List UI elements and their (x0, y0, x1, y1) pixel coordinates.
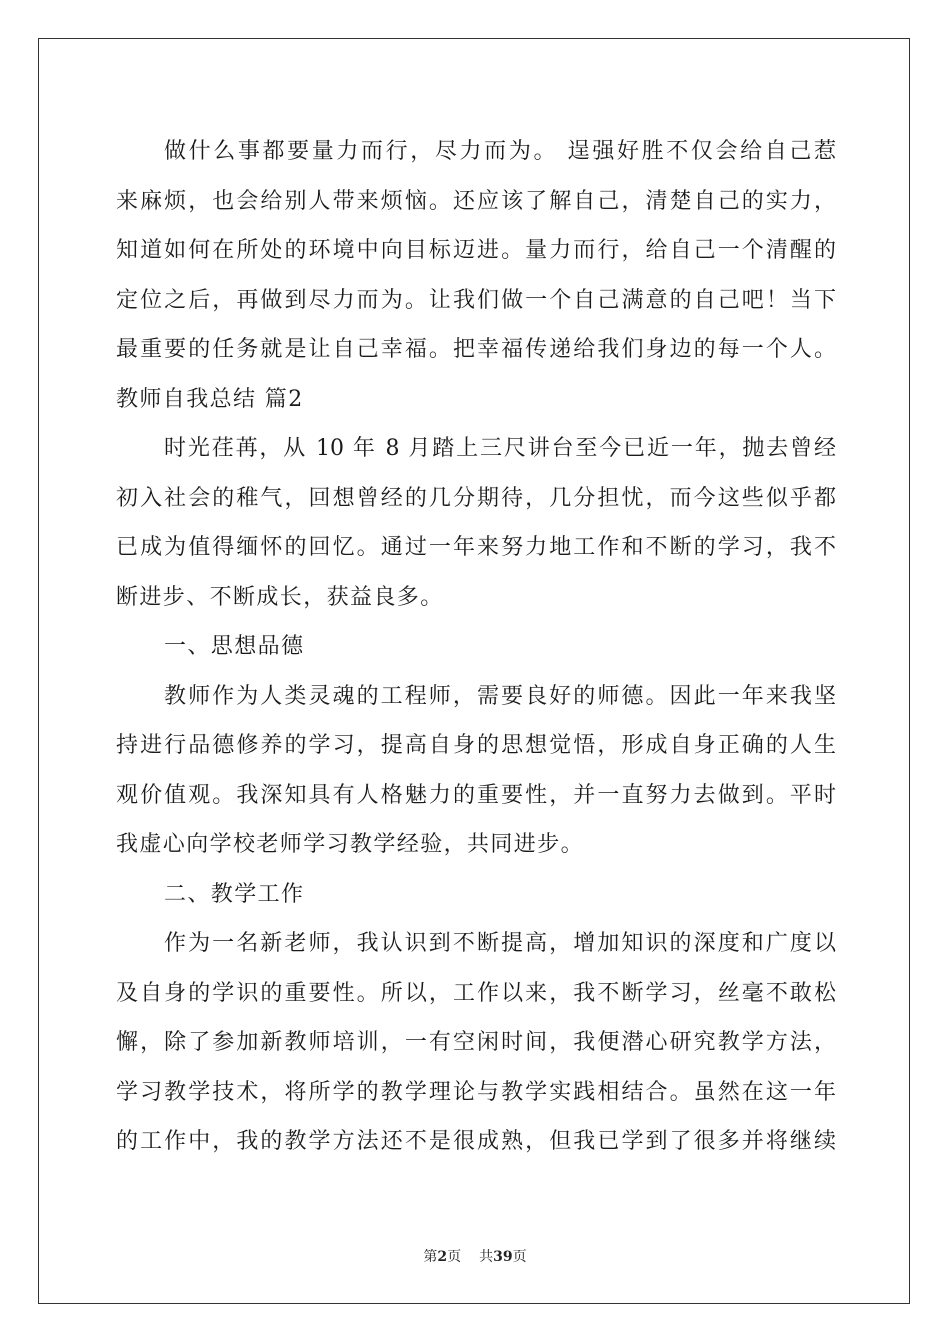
paragraph-line: 学习教学技术，将所学的教学理论与教学实践相结合。虽然在这一年 (116, 1079, 836, 1105)
paragraph-line: 已成为值得缅怀的回忆。通过一年来努力地工作和不断的学习，我不 (116, 535, 836, 560)
paragraph-line: 来麻烦，也会给别人带来烦恼。还应该了解自己，清楚自己的实力， (116, 188, 836, 214)
paragraph-line: 时光荏苒，从 10 年 8 月踏上三尺讲台至今已近一年，抛去曾经 (164, 436, 836, 461)
page-prefix: 第 (423, 1249, 438, 1265)
document-body (116, 127, 836, 1167)
section-heading: 教师自我总结 篇2 (116, 386, 304, 412)
paragraph-line: 断进步、不断成长，获益良多。 (116, 584, 444, 610)
paragraph-line: 懈，除了参加新教师培训，一有空闲时间，我便潜心研究教学方法， (116, 1030, 836, 1055)
page-footer (0, 1246, 950, 1266)
paragraph-line: 的工作中，我的教学方法还不是很成熟，但我已学到了很多并将继续 (116, 1129, 836, 1154)
paragraph-line: 持进行品德修养的学习，提高自身的思想觉悟，形成自身正确的人生 (116, 733, 836, 758)
subsection-heading: 一、思想品德 (164, 634, 305, 659)
paragraph-line: 我虚心向学校老师学习教学经验，共同进步。 (116, 832, 585, 857)
paragraph-line: 最重要的任务就是让自己幸福。把幸福传递给我们身边的每一个人。 (116, 337, 836, 362)
page-unit: 页 (447, 1249, 462, 1265)
total-page-count: 39 (493, 1249, 513, 1265)
paragraph-line: 作为一名新老师，我认识到不断提高，增加知识的深度和广度以 (164, 931, 836, 956)
paragraph-line: 定位之后，再做到尽力而为。让我们做一个自己满意的自己吧！当下 (116, 287, 836, 313)
paragraph-line: 观价值观。我深知具有人格魅力的重要性，并一直努力去做到。平时 (116, 782, 836, 808)
paragraph-line: 教师作为人类灵魂的工程师，需要良好的师德。因此一年来我坚 (164, 683, 836, 709)
paragraph-line: 知道如何在所处的环境中向目标迈进。量力而行，给自己一个清醒的 (116, 238, 836, 263)
paragraph-line: 初入社会的稚气，回想曾经的几分期待，几分担忧，而今这些似乎都 (116, 485, 836, 511)
subsection-heading: 二、教学工作 (164, 881, 305, 907)
paragraph-line: 及自身的学识的重要性。所以，工作以来，我不断学习，丝毫不敢松 (116, 980, 836, 1006)
current-page-number: 2 (437, 1249, 448, 1265)
paragraph-line: 做什么事都要量力而行，尽力而为。 逞强好胜不仅会给自己惹 (164, 139, 836, 164)
total-unit: 页 (512, 1249, 527, 1265)
total-prefix: 共 (479, 1249, 494, 1265)
